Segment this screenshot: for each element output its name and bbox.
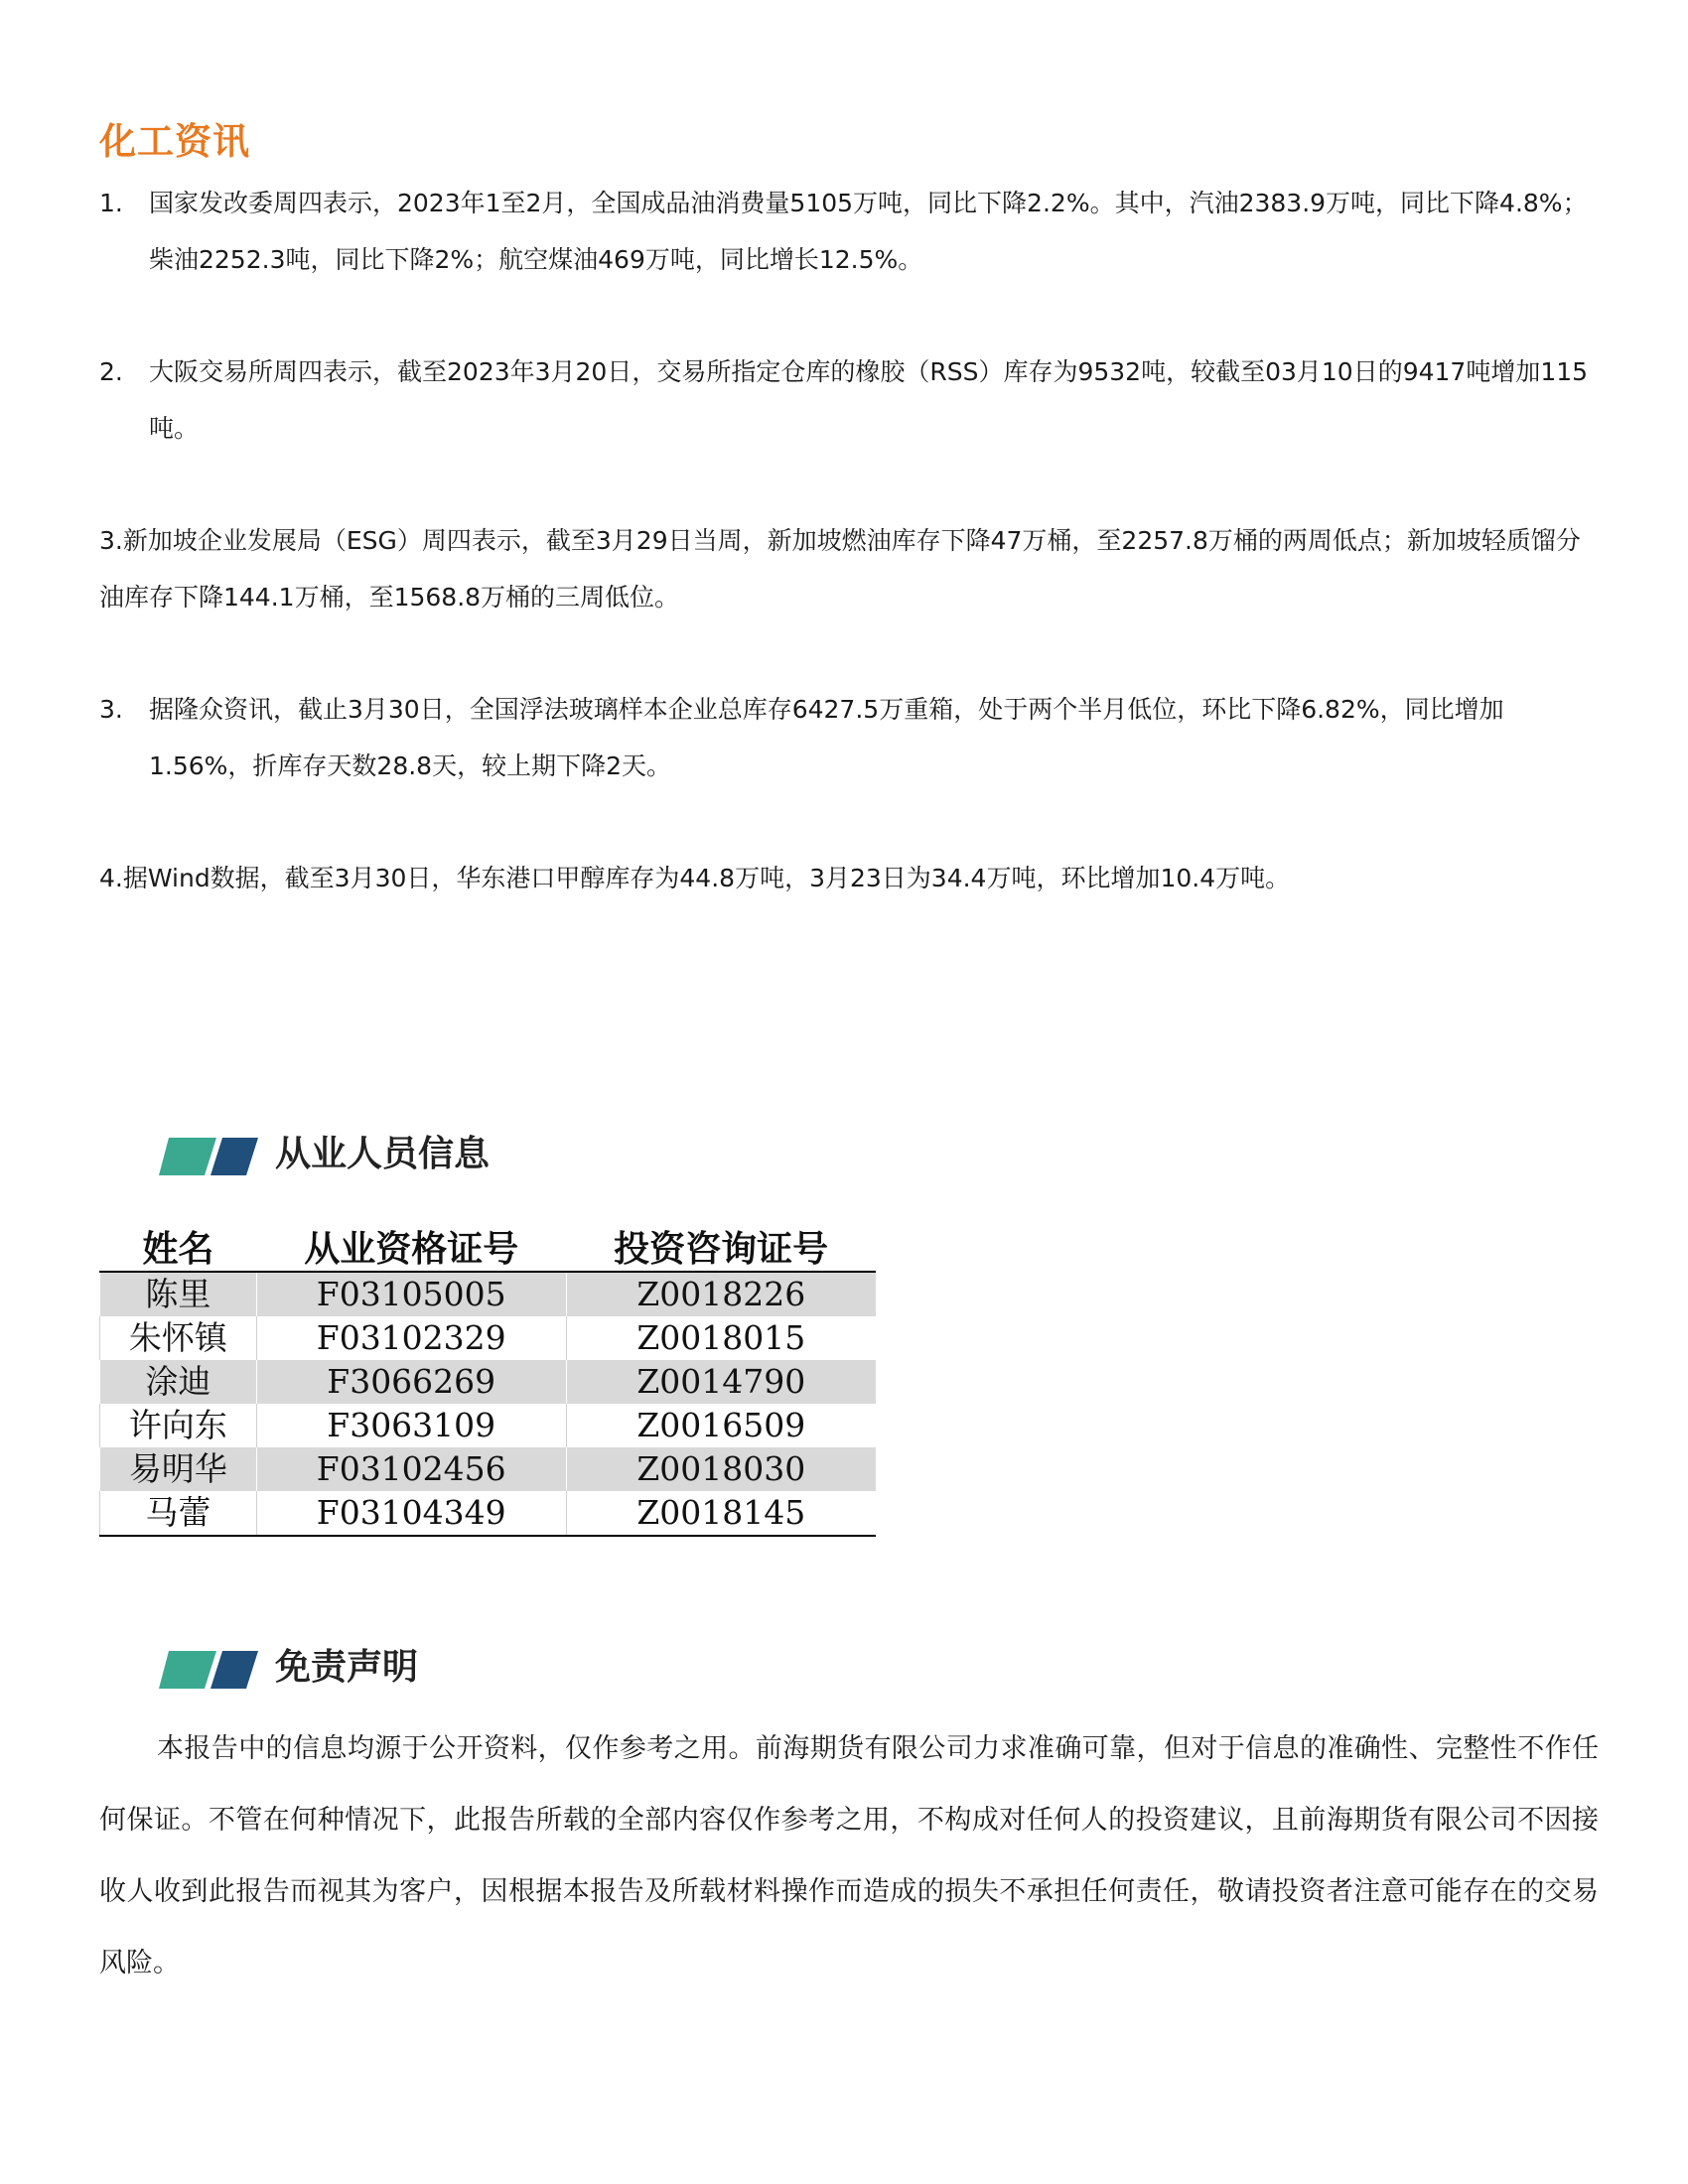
cell-name: 易明华	[100, 1447, 257, 1491]
column-header-consulting: 投资咨询证号	[566, 1227, 876, 1272]
table-row	[100, 1316, 877, 1360]
news-item	[99, 512, 1599, 625]
news-item-number: 1.	[99, 189, 123, 217]
news-item-text: 4.据Wind数据，截至3月30日，华东港口甲醇库存为44.8万吨，3月23日为34.4万吨，环比增加10.4万吨。	[99, 864, 1291, 892]
table-row	[100, 1447, 877, 1491]
table-row	[100, 1360, 877, 1404]
cell-name: 涂迪	[100, 1360, 257, 1404]
cell-qualification: F3066269	[256, 1360, 566, 1404]
news-item	[99, 175, 1599, 288]
news-item	[99, 343, 1599, 457]
news-item-text: 大阪交易所周四表示，截至2023年3月20日，交易所指定仓库的橡胶（RSS）库存为9532吨，较截至03月10日的9417吨增加115吨。	[149, 357, 1589, 443]
news-item-number: 2.	[99, 357, 123, 386]
cell-qualification: F03102456	[256, 1447, 566, 1491]
cell-consulting: Z0018145	[566, 1491, 876, 1536]
news-item-number: 3.	[99, 695, 123, 724]
cell-name: 陈里	[100, 1272, 257, 1316]
cell-name: 马蕾	[100, 1491, 257, 1536]
cell-consulting: Z0016509	[566, 1404, 876, 1447]
section-title-chemical-news: 化工资讯	[99, 120, 250, 163]
news-item-text: 国家发改委周四表示，2023年1至2月，全国成品油消费量5105万吨，同比下降2.2%。其中，汽油2383.9万吨，同比下降4.8%；柴油2252.3吨，同比下降2%；航空煤油469万吨，同比增长12.5%。	[149, 189, 1588, 274]
column-header-qualification: 从业资格证号	[256, 1227, 566, 1272]
table-row	[100, 1272, 877, 1316]
column-header-name: 姓名	[100, 1227, 257, 1272]
cell-consulting: Z0014790	[566, 1360, 876, 1404]
cell-consulting: Z0018226	[566, 1272, 876, 1316]
table-row	[100, 1491, 877, 1536]
news-item	[99, 681, 1599, 794]
table-row	[100, 1404, 877, 1447]
cell-qualification: F03105005	[256, 1272, 566, 1316]
staff-table	[99, 1227, 876, 1537]
cell-qualification: F03102329	[256, 1316, 566, 1360]
slanted-bars-icon	[159, 1138, 258, 1175]
cell-qualification: F03104349	[256, 1491, 566, 1536]
cell-name: 朱怀镇	[100, 1316, 257, 1360]
news-item	[99, 850, 1599, 906]
disclaimer-section-title: 免责声明	[275, 1647, 419, 1688]
table-header-row	[100, 1227, 877, 1272]
cell-consulting: Z0018030	[566, 1447, 876, 1491]
cell-name: 许向东	[100, 1404, 257, 1447]
cell-consulting: Z0018015	[566, 1316, 876, 1360]
staff-section-title: 从业人员信息	[275, 1134, 491, 1174]
disclaimer-text: 本报告中的信息均源于公开资料，仅作参考之用。前海期货有限公司力求准确可靠，但对于信息的准确性、完整性不作任何保证。不管在何种情况下，此报告所载的全部内容仅作参考之用，不构成对任何人的投资建议，且前海期货有限公司不因接收人收到此报告而视其为客户，因根据本报告及所载材料操作而造成的损失不承担任何责任，敬请投资者注意可能存在的交易风险。	[99, 1733, 1599, 1979]
cell-qualification: F3063109	[256, 1404, 566, 1447]
news-item-text: 据隆众资讯，截止3月30日，全国浮法玻璃样本企业总库存6427.5万重箱，处于两个半月低位，环比下降6.82%，同比增加1.56%，折库存天数28.8天，较上期下降2天。	[149, 695, 1504, 780]
news-item-text: 3.新加坡企业发展局（ESG）周四表示，截至3月29日当周，新加坡燃油库存下降47万桶，至2257.8万桶的两周低点；新加坡轻质馏分油库存下降144.1万桶，至1568.8万桶的三周低位。	[99, 526, 1581, 612]
slanted-bars-icon	[159, 1651, 258, 1689]
